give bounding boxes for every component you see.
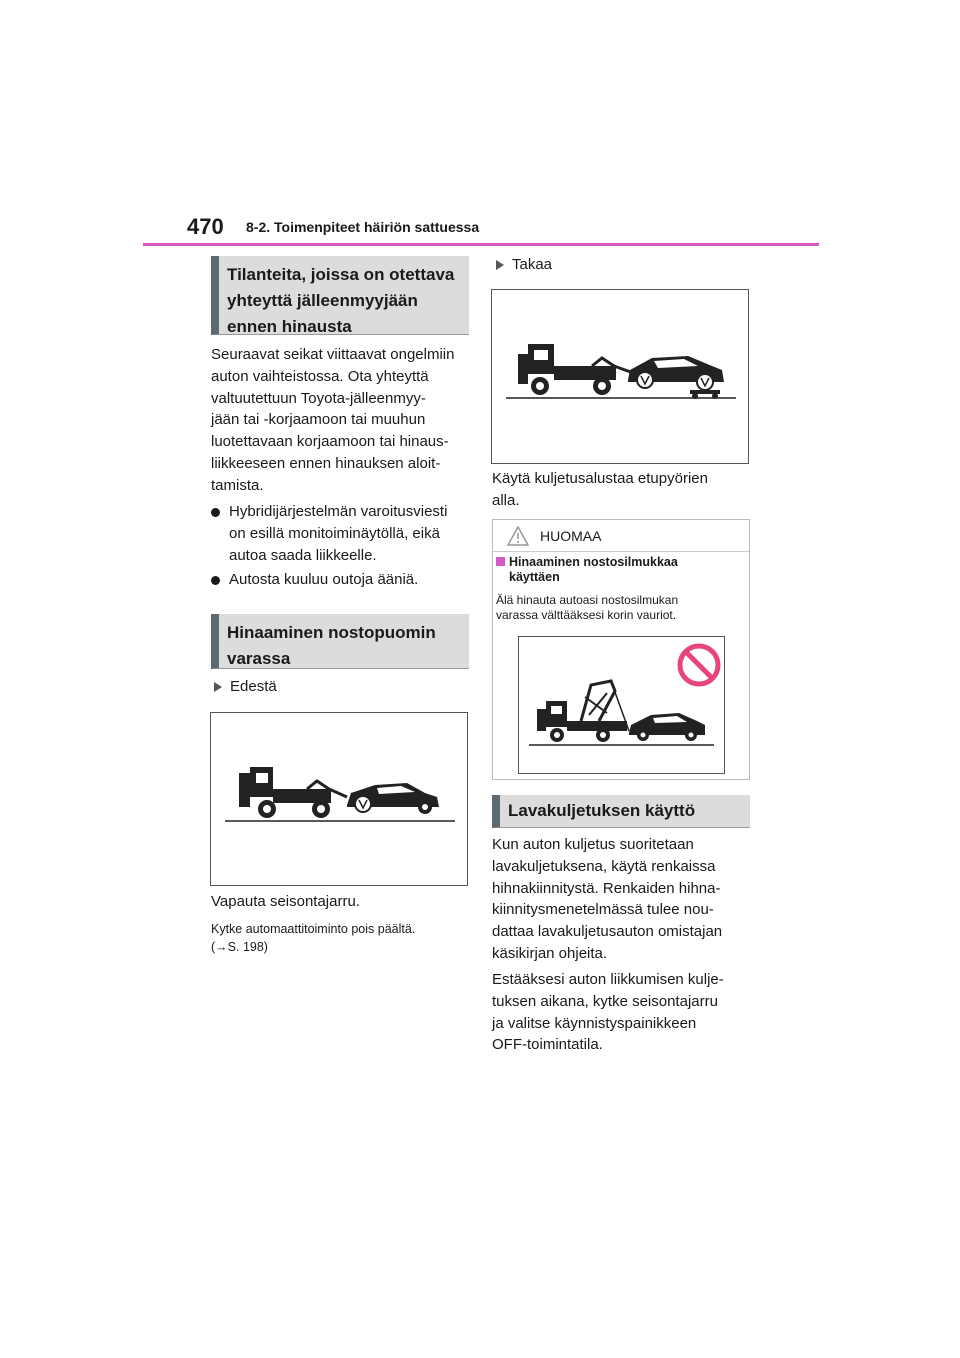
text-line: Estääksesi auton liikkumisen kulje-: [492, 971, 724, 988]
text-line: valtuutettuun Toyota-jälleenmyy-: [211, 389, 426, 407]
text-line: dattaa lavakuljetusauton omistajan: [492, 923, 723, 941]
text-line: luotettavaan korjaamoon tai hinaus-: [211, 433, 449, 451]
text-line: Autosta kuuluu outoja ääniä.: [229, 571, 419, 588]
warning-triangle-icon: [507, 526, 529, 546]
text-line: on esillä monitoiminäytöllä, eikä: [229, 525, 440, 542]
heading-line: varassa: [227, 649, 291, 668]
text-line: Edestä: [230, 678, 277, 695]
text-line: Älä hinauta autoasi nostosilmukan: [496, 593, 679, 607]
caution-text: [496, 593, 746, 623]
bullet-warning-message: [211, 501, 473, 571]
text-line: lavakuljetuksena, käytä renkaissa: [492, 857, 716, 875]
caution-subheading: [496, 555, 678, 585]
bullet-strange-noises: [211, 569, 473, 591]
bullet-icon: [211, 508, 220, 517]
text-line: tamista.: [211, 476, 264, 494]
text-line: autoa saada liikkeelle.: [229, 547, 377, 564]
text-line: Takaa: [512, 256, 553, 273]
heading-boom-towing: [211, 614, 469, 669]
text-line: jään tai -korjaamoon tai muuhun: [211, 411, 426, 429]
caution-box: [492, 519, 750, 780]
text-line: Käytä kuljetusalustaa etupyörien: [492, 470, 708, 487]
tow-truck-rear-illustration: [492, 290, 748, 463]
heading-line: ennen hinausta: [227, 317, 352, 336]
text-line: tuksen aikana, kytke seisontajarru: [492, 992, 718, 1010]
heading-flatbed: Lavakuljetuksen käyttö: [492, 795, 750, 828]
text-line: auton vaihteistossa. Ota yhteyttä: [211, 367, 429, 385]
text-line: liikkeeseen ennen hinauksen aloit-: [211, 454, 441, 472]
prohibited-towing-illustration: [519, 637, 724, 773]
automatic-note: [211, 920, 473, 956]
heading-line: Hinaaminen nostopuomin: [227, 623, 436, 642]
text-line: varassa välttääksesi korin vauriot.: [496, 608, 677, 622]
text-line: ja valitse käynnistyspainikkeen: [492, 1014, 697, 1032]
label-front: [214, 677, 414, 697]
page-number: 470: [187, 214, 224, 239]
triangle-marker-icon: [496, 260, 504, 270]
square-marker-icon: [496, 557, 505, 566]
dolly-instruction: [492, 468, 754, 512]
text-line: alla.: [492, 492, 520, 509]
flatbed-paragraph-1: [492, 834, 754, 965]
text-line: OFF-toimintatila.: [492, 1036, 603, 1054]
heading-line: yhteyttä jälleenmyyjään: [227, 291, 418, 310]
release-brake-text: Vapauta seisontajarru.: [211, 893, 360, 910]
heading-contact-dealer: [211, 256, 469, 335]
text-line: käsikirjan ohjeita.: [492, 944, 608, 962]
caution-header: [493, 520, 749, 552]
heading-line: Tilanteita, joissa on otettava: [227, 265, 455, 284]
figure-front-tow: [210, 712, 468, 886]
caution-title: HUOMAA: [540, 528, 602, 544]
text-line: Kytke automaattitoiminto pois päältä.: [211, 922, 416, 936]
flatbed-paragraph-2: [492, 969, 754, 1056]
text-line: Kun auton kuljetus suoritetaan: [492, 836, 694, 853]
text-line: kiinnitysmenetelmässä tulee nou-: [492, 901, 714, 919]
header-divider: [143, 243, 819, 246]
triangle-marker-icon: [214, 682, 222, 692]
text-line: Hybridijärjestelmän varoitusviesti: [229, 503, 448, 520]
tow-truck-front-illustration: [211, 713, 467, 885]
intro-paragraph: [211, 344, 473, 497]
bullet-icon: [211, 576, 220, 585]
section-title: 8-2. Toimenpiteet häiriön sattuessa: [246, 219, 480, 235]
label-rear: [496, 255, 696, 275]
page-reference: (→S. 198): [211, 940, 268, 954]
text-line: käyttäen: [509, 570, 560, 584]
figure-rear-tow: [491, 289, 749, 464]
figure-prohibited-tow: [518, 636, 725, 774]
text-line: Seuraavat seikat viittaavat ongelmiin: [211, 346, 455, 363]
text-line: Hinaaminen nostosilmukkaa: [509, 555, 678, 569]
text-line: hihnakiinnitystä. Renkaiden hihna-: [492, 879, 721, 897]
